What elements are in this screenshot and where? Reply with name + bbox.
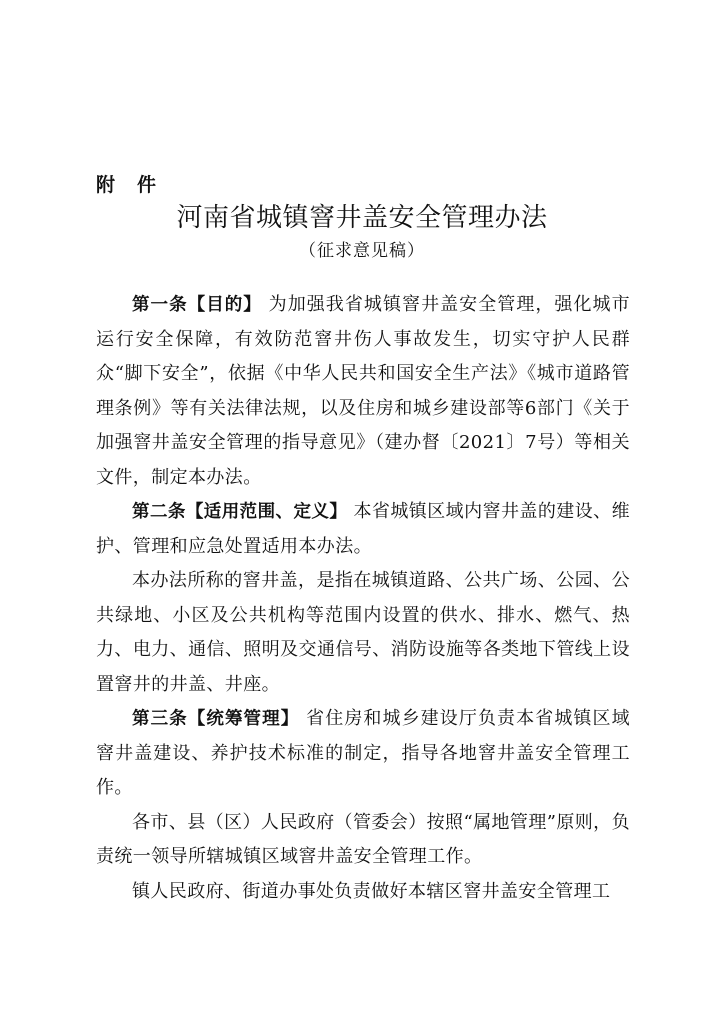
article-3-paragraph (96, 702, 630, 806)
article-2-paragraph-2 (96, 564, 630, 702)
attachment-label (96, 170, 156, 197)
article-3-text-2: 各市、县（区）人民政府（管委会）按照“属地管理”原则，负责统一领导所辖城镇区域窨井盖安全管理工作。 (96, 811, 630, 867)
attachment-char-1: 附 (96, 174, 116, 196)
article-1-paragraph (96, 288, 630, 495)
article-3-paragraph-2 (96, 806, 630, 875)
article-3-text-3: 镇人民政府、街道办事处负责做好本辖区窨井盖安全管理工 (132, 880, 611, 902)
article-2-text: 本省城镇区域内窨井盖的建设、维护、管理和应急处置适用本办法。 (96, 501, 631, 557)
document-title: 河南省城镇窨井盖安全管理办法 (176, 203, 548, 233)
article-3-heading: 第三条【统筹管理】 (132, 709, 300, 729)
document-body (96, 288, 630, 909)
article-2-paragraph (96, 495, 630, 564)
attachment-char-2: 件 (137, 174, 157, 196)
article-2-heading: 第二条【适用范围、定义】 (132, 502, 348, 522)
article-2-text-2: 本办法所称的窨井盖，是指在城镇道路、公共广场、公园、公共绿地、小区及公共机构等范围内设置的供水、排水、燃气、热力、电力、通信、照明及交通信号、消防设施等各类地下管线上设置窨井的井盖、井座。 (96, 570, 630, 695)
article-3-paragraph-3 (96, 875, 630, 910)
document-subtitle: （征求意见稿） (299, 241, 425, 261)
article-1-text: 为加强我省城镇窨井盖安全管理，强化城市运行安全保障，有效防范窨井伤人事故发生，切实守护人民群众“脚下安全”，依据《中华人民共和国安全生产法》《城市道路管理条例》等有关法律法规，以及住房和城乡建设部等6部门《关于加强窨井盖安全管理的指导意见》（建办督〔2021〕7号）等相关文件，制定本办法。 (96, 294, 630, 488)
article-3-text: 省住房和城乡建设厅负责本省城镇区域窨井盖建设、养护技术标准的制定，指导各地窨井盖安全管理工作。 (96, 708, 630, 798)
article-1-heading: 第一条【目的】 (132, 295, 262, 315)
